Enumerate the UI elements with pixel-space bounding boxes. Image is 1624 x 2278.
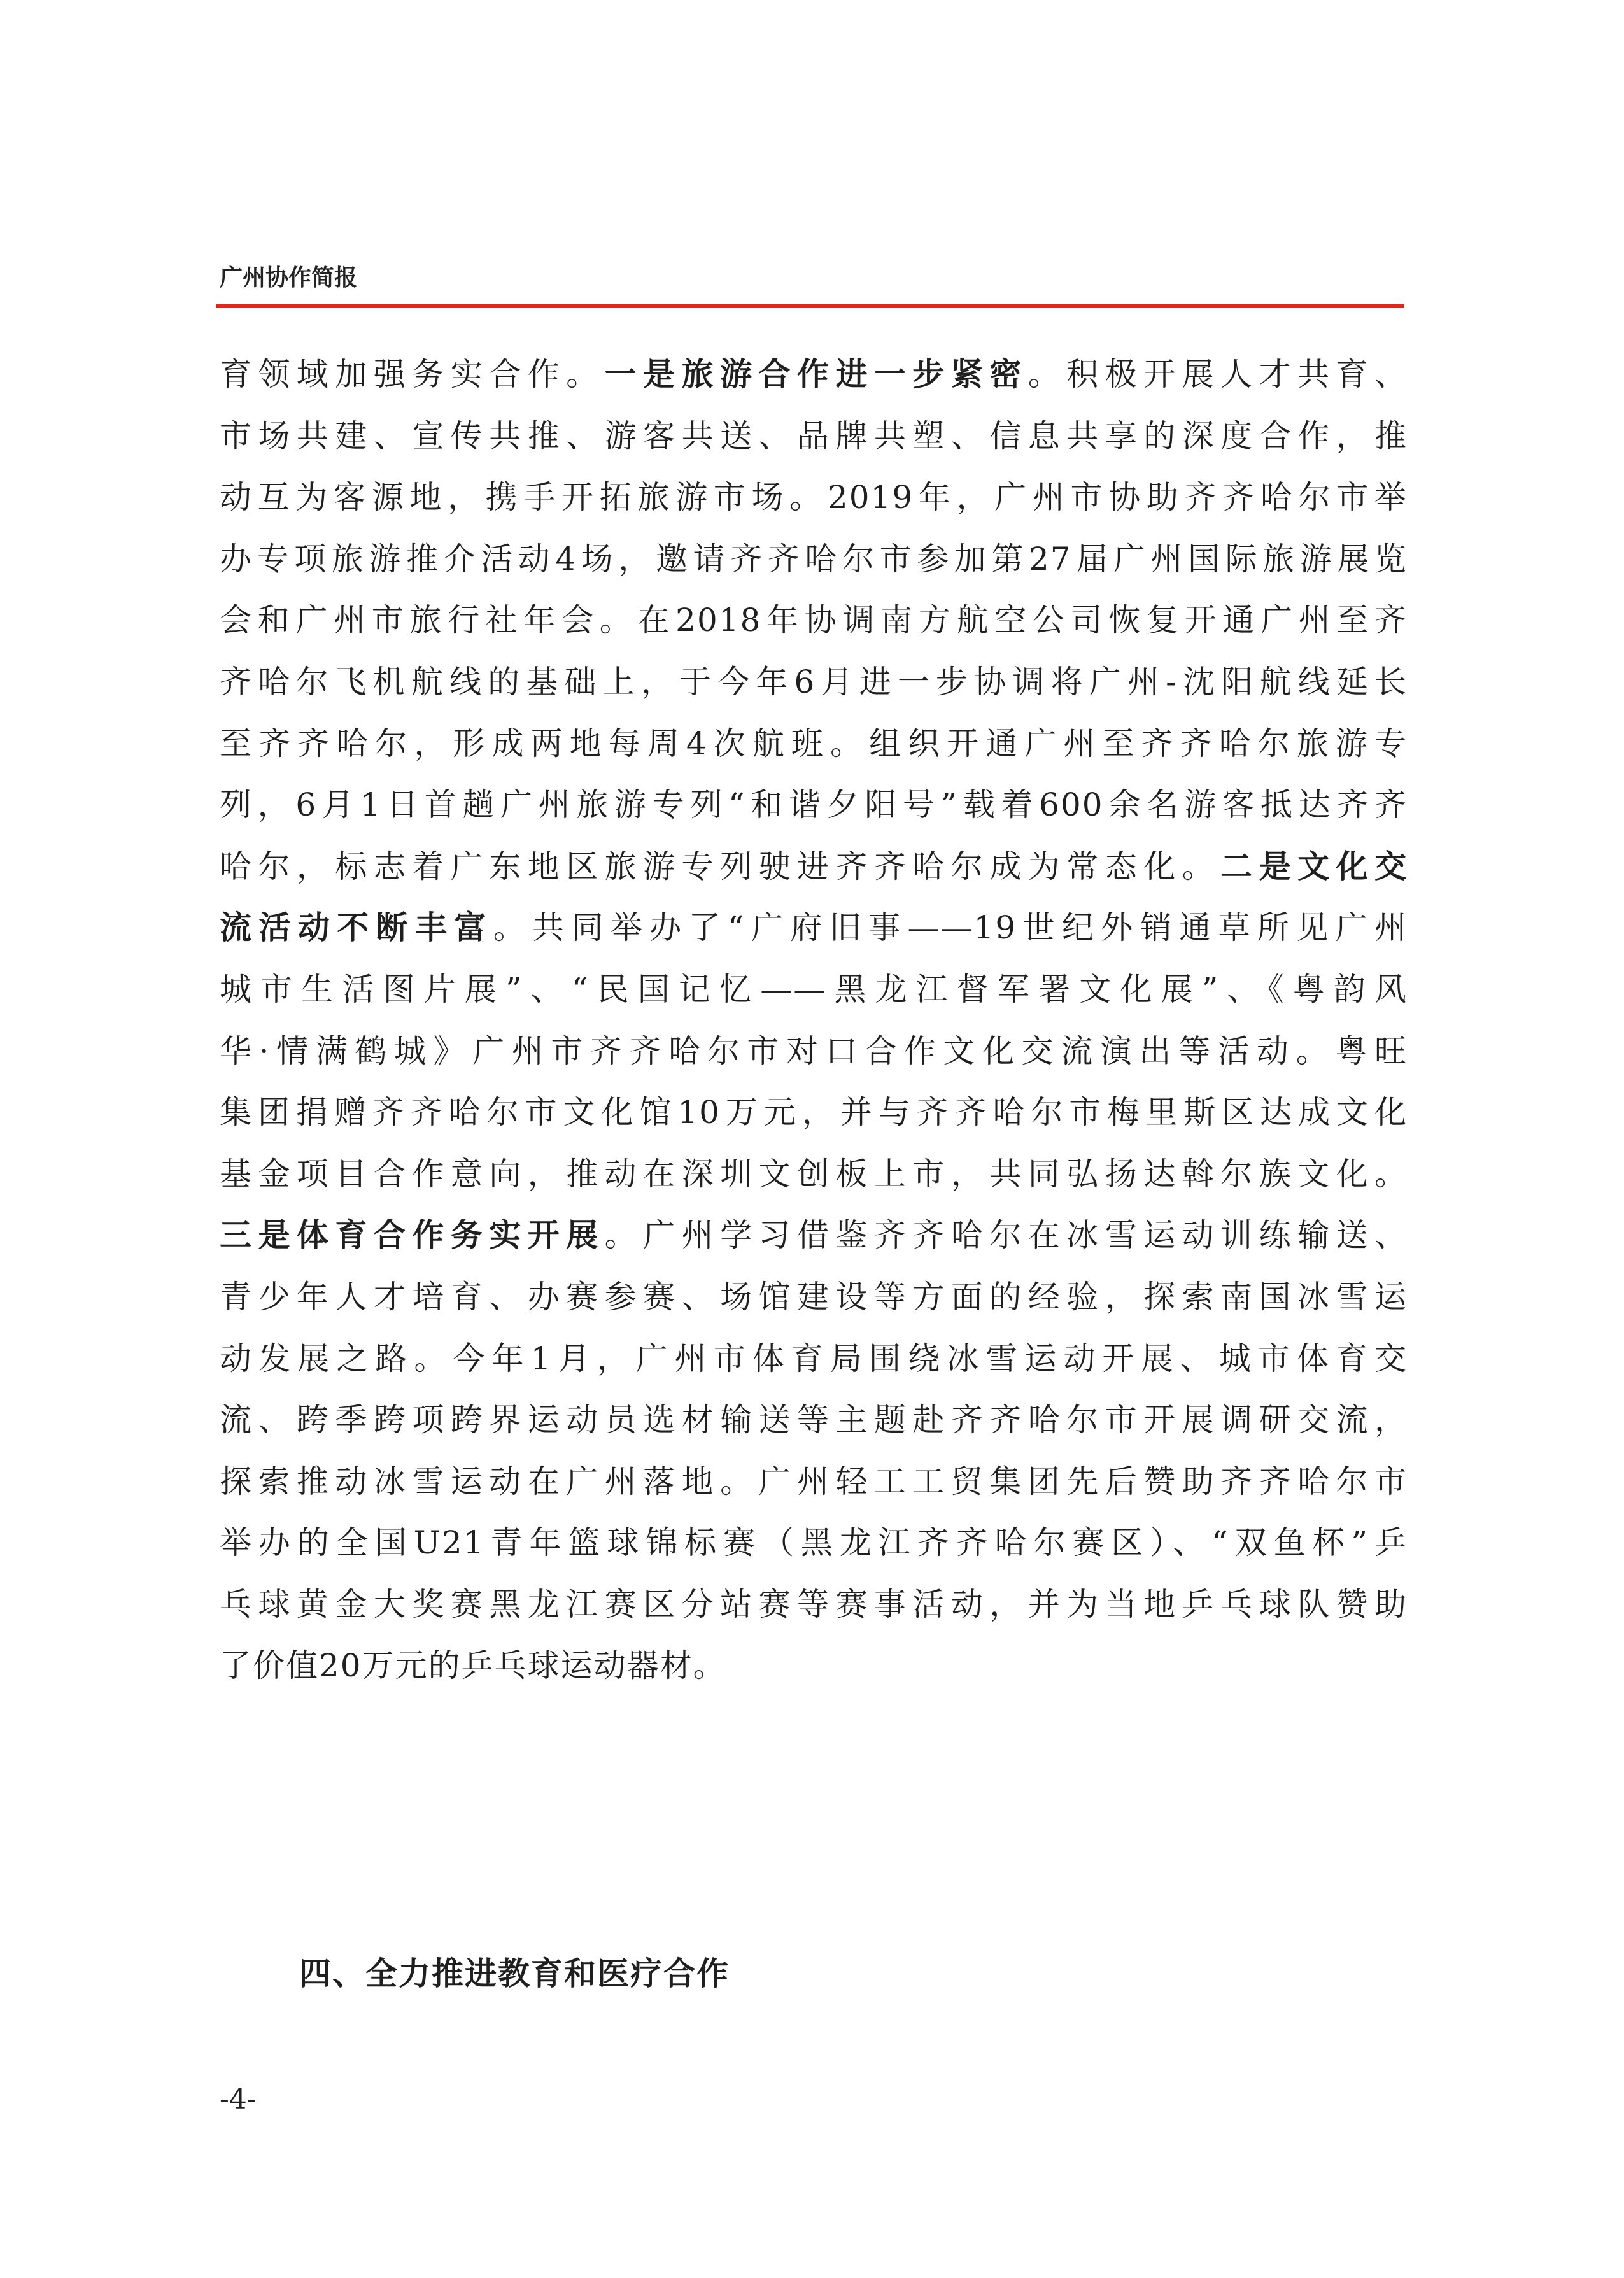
text-line (220, 1082, 1408, 1143)
text-line (220, 651, 1408, 713)
text-run: 乓球黄金大奖赛黑龙江赛区分站赛等赛事活动，并为当地乒乓球队赞助 (220, 1585, 1408, 1623)
text-run: 集团捐赠齐齐哈尔市文化馆10万元，并与齐齐哈尔市梅里斯区达成文化 (220, 1094, 1408, 1131)
text-line (220, 1021, 1408, 1082)
text-line (220, 528, 1408, 590)
text-line (220, 836, 1408, 898)
text-run: 。共同举办了“广府旧事——19世纪外销通草所见广州 (493, 909, 1408, 947)
text-run: 齐哈尔飞机航线的基础上，于今年6月进一步协调将广州-沈阳航线延长 (220, 663, 1408, 700)
text-line (220, 1328, 1408, 1390)
text-line (220, 1574, 1408, 1636)
text-line (220, 959, 1408, 1021)
text-line (220, 1205, 1408, 1266)
bold-phrase: 流活动不断丰富 (220, 909, 493, 947)
text-line (220, 590, 1408, 651)
text-run: 。广州学习借鉴齐齐哈尔在冰雪运动训练输送、 (604, 1217, 1408, 1254)
text-run: 了价值20万元的乒乓球运动器材。 (220, 1647, 726, 1685)
text-line (220, 1266, 1408, 1328)
text-line (220, 1635, 1408, 1697)
text-run: 育领域加强务实合作。 (220, 356, 605, 393)
text-run: 市场共建、宣传共推、游客共送、品牌共塑、信息共享的深度合作，推 (220, 417, 1408, 455)
text-line (220, 344, 1408, 406)
text-line (220, 897, 1408, 959)
bold-phrase: 二是文化交 (1220, 847, 1408, 885)
text-run: 办专项旅游推介活动4场，邀请齐齐哈尔市参加第27届广州国际旅游展览 (220, 540, 1408, 577)
bold-phrase: 三是体育合作务实开展 (220, 1217, 605, 1254)
bold-phrase: 一是旅游合作进一步紧密 (604, 356, 1028, 393)
text-line (220, 406, 1408, 467)
text-run: 华·情满鹤城》广州市齐齐哈尔市对口合作文化交流演出等活动。粤旺 (220, 1032, 1408, 1070)
text-run: 。积极开展人才共育、 (1027, 356, 1408, 393)
section-heading: 四、全力推进教育和医疗合作 (299, 1955, 730, 1992)
text-run: 举办的全国U21青年篮球锦标赛（黑龙江齐齐哈尔赛区）、“双鱼杯”乒 (220, 1524, 1408, 1562)
header-title: 广州协作简报 (220, 265, 358, 291)
text-run: 流、跨季跨项跨界运动员选材输送等主题赴齐齐哈尔市开展调研交流， (220, 1401, 1408, 1439)
text-line (220, 713, 1408, 775)
text-line (220, 467, 1408, 528)
text-run: 动发展之路。今年1月，广州市体育局围绕冰雪运动开展、城市体育交 (220, 1340, 1408, 1377)
text-run: 城市生活图片展”、“民国记忆——黑龙江督军署文化展”、《粤韵风 (220, 970, 1408, 1008)
text-run: 基金项目合作意向，推动在深圳文创板上市，共同弘扬达斡尔族文化。 (220, 1155, 1408, 1192)
text-line (220, 1389, 1408, 1451)
body-text (220, 344, 1408, 1697)
text-line (220, 1451, 1408, 1513)
text-run: 哈尔，标志着广东地区旅游专列驶进齐齐哈尔成为常态化。 (220, 847, 1221, 885)
text-run: 会和广州市旅行社年会。在2018年协调南方航空公司恢复开通广州至齐 (220, 602, 1408, 639)
text-line (220, 1512, 1408, 1574)
text-run: 至齐齐哈尔，形成两地每周4次航班。组织开通广州至齐齐哈尔旅游专 (220, 725, 1408, 762)
text-run: 动互为客源地，携手开拓旅游市场。2019年，广州市协助齐齐哈尔市举 (220, 479, 1408, 516)
text-run: 列，6月1日首趟广州旅游专列“和谐夕阳号”载着600余名游客抵达齐齐 (220, 786, 1408, 824)
text-line (220, 1143, 1408, 1205)
text-run: 青少年人才培育、办赛参赛、场馆建设等方面的经验，探索南国冰雪运 (220, 1278, 1408, 1315)
page-number: -4- (220, 2083, 257, 2116)
text-run: 探索推动冰雪运动在广州落地。广州轻工工贸集团先后赞助齐齐哈尔市 (220, 1462, 1408, 1500)
text-line (220, 774, 1408, 836)
header-rule (216, 304, 1404, 308)
